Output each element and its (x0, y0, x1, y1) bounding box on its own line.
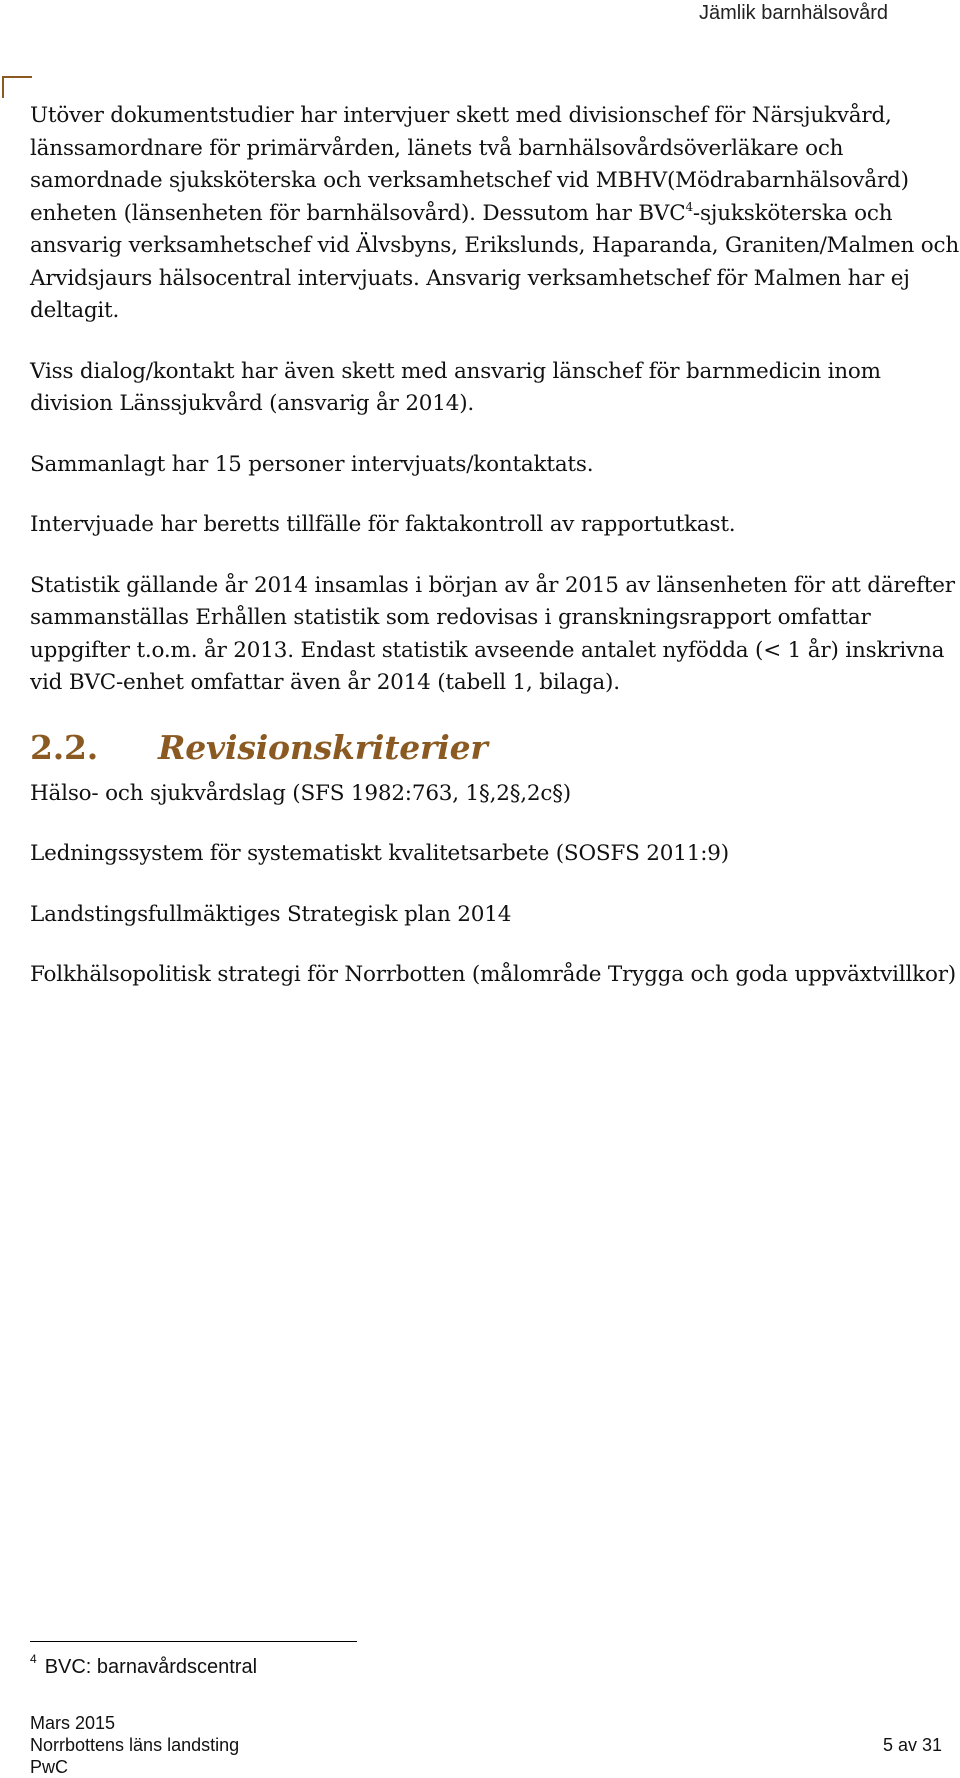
criterion-item: Hälso- och sjukvårdslag (SFS 1982:763, 1§,2§,2c§) (30, 780, 571, 806)
document-body (30, 100, 960, 1020)
criterion-item: Folkhälsopolitisk strategi för Norrbotten (målområde Trygga och goda uppväxtvillkor) (30, 962, 956, 987)
corner-mark-decoration (2, 76, 32, 98)
paragraph-statistics: Statistik gällande år 2014 insamlas i början av år 2015 av länsenheten för att därefter sammanställas Erhållen statistik som redovisas i granskningsrapport omfattar uppgifter t.o.m. år 2013. Endast statistik avseende antalet nyfödda (< 1 år) inskrivna vid BVC-enhet omfattar även år 2014 (tabell 1, bilaga). (30, 572, 955, 695)
running-header-title: Jämlik barnhälsovård (699, 2, 888, 24)
section-title: Revisionskriterier (158, 727, 488, 767)
paragraph-total-persons: Sammanlagt har 15 personer intervjuats/kontaktats. (30, 451, 594, 477)
footnote-reference: 4 (685, 199, 693, 214)
footnote-divider (30, 1641, 357, 1642)
footnote-number: 4 (30, 1652, 37, 1666)
paragraph-interviews-part2: -sjuksköterska och ansvarig verksamhetschef vid Älvsbyns, Erikslunds, Haparanda, Graniten/Malmen och Arvidsjaurs hälsocentral intervjuats. Ansvarig verksamhetschef för Malmen har ej deltagit. (30, 200, 960, 323)
paragraph-interviews-part1: Utöver dokumentstudier har intervjuer skett med divisionschef för Närsjukvård, länssamordnare för primärvården, länets två barnhälsovårdsöverläkare och samordnade sjuksköterska och verksamhetschef vid MBHV(Mödrabarnhälsovård) enheten (länsenheten för barnhälsovård). Dessutom har BVC (30, 103, 909, 226)
footnote (30, 1654, 257, 1680)
section-heading (30, 728, 960, 768)
paragraph-dialog: Viss dialog/kontakt har även skett med ansvarig länschef för barnmedicin inom division Länssjukvård (ansvarig år 2014). (30, 358, 881, 416)
criterion-item: Landstingsfullmäktiges Strategisk plan 2014 (30, 901, 512, 927)
criterion-item: Ledningssystem för systematiskt kvalitetsarbete (SOSFS 2011:9) (30, 841, 729, 866)
section-number: 2.2. (30, 727, 99, 767)
page-number: 5 av 31 (882, 1735, 942, 1755)
footer-company: PwC (30, 1757, 69, 1777)
footer-organization: Norrbottens läns landsting (30, 1735, 240, 1755)
paragraph-interviews (30, 100, 960, 328)
footer-date: Mars 2015 (30, 1713, 116, 1733)
paragraph-fact-check: Intervjuade har beretts tillfälle för faktakontroll av rapportutkast. (30, 512, 736, 537)
footnote-text: BVC: barnavårdscentral (44, 1656, 258, 1678)
